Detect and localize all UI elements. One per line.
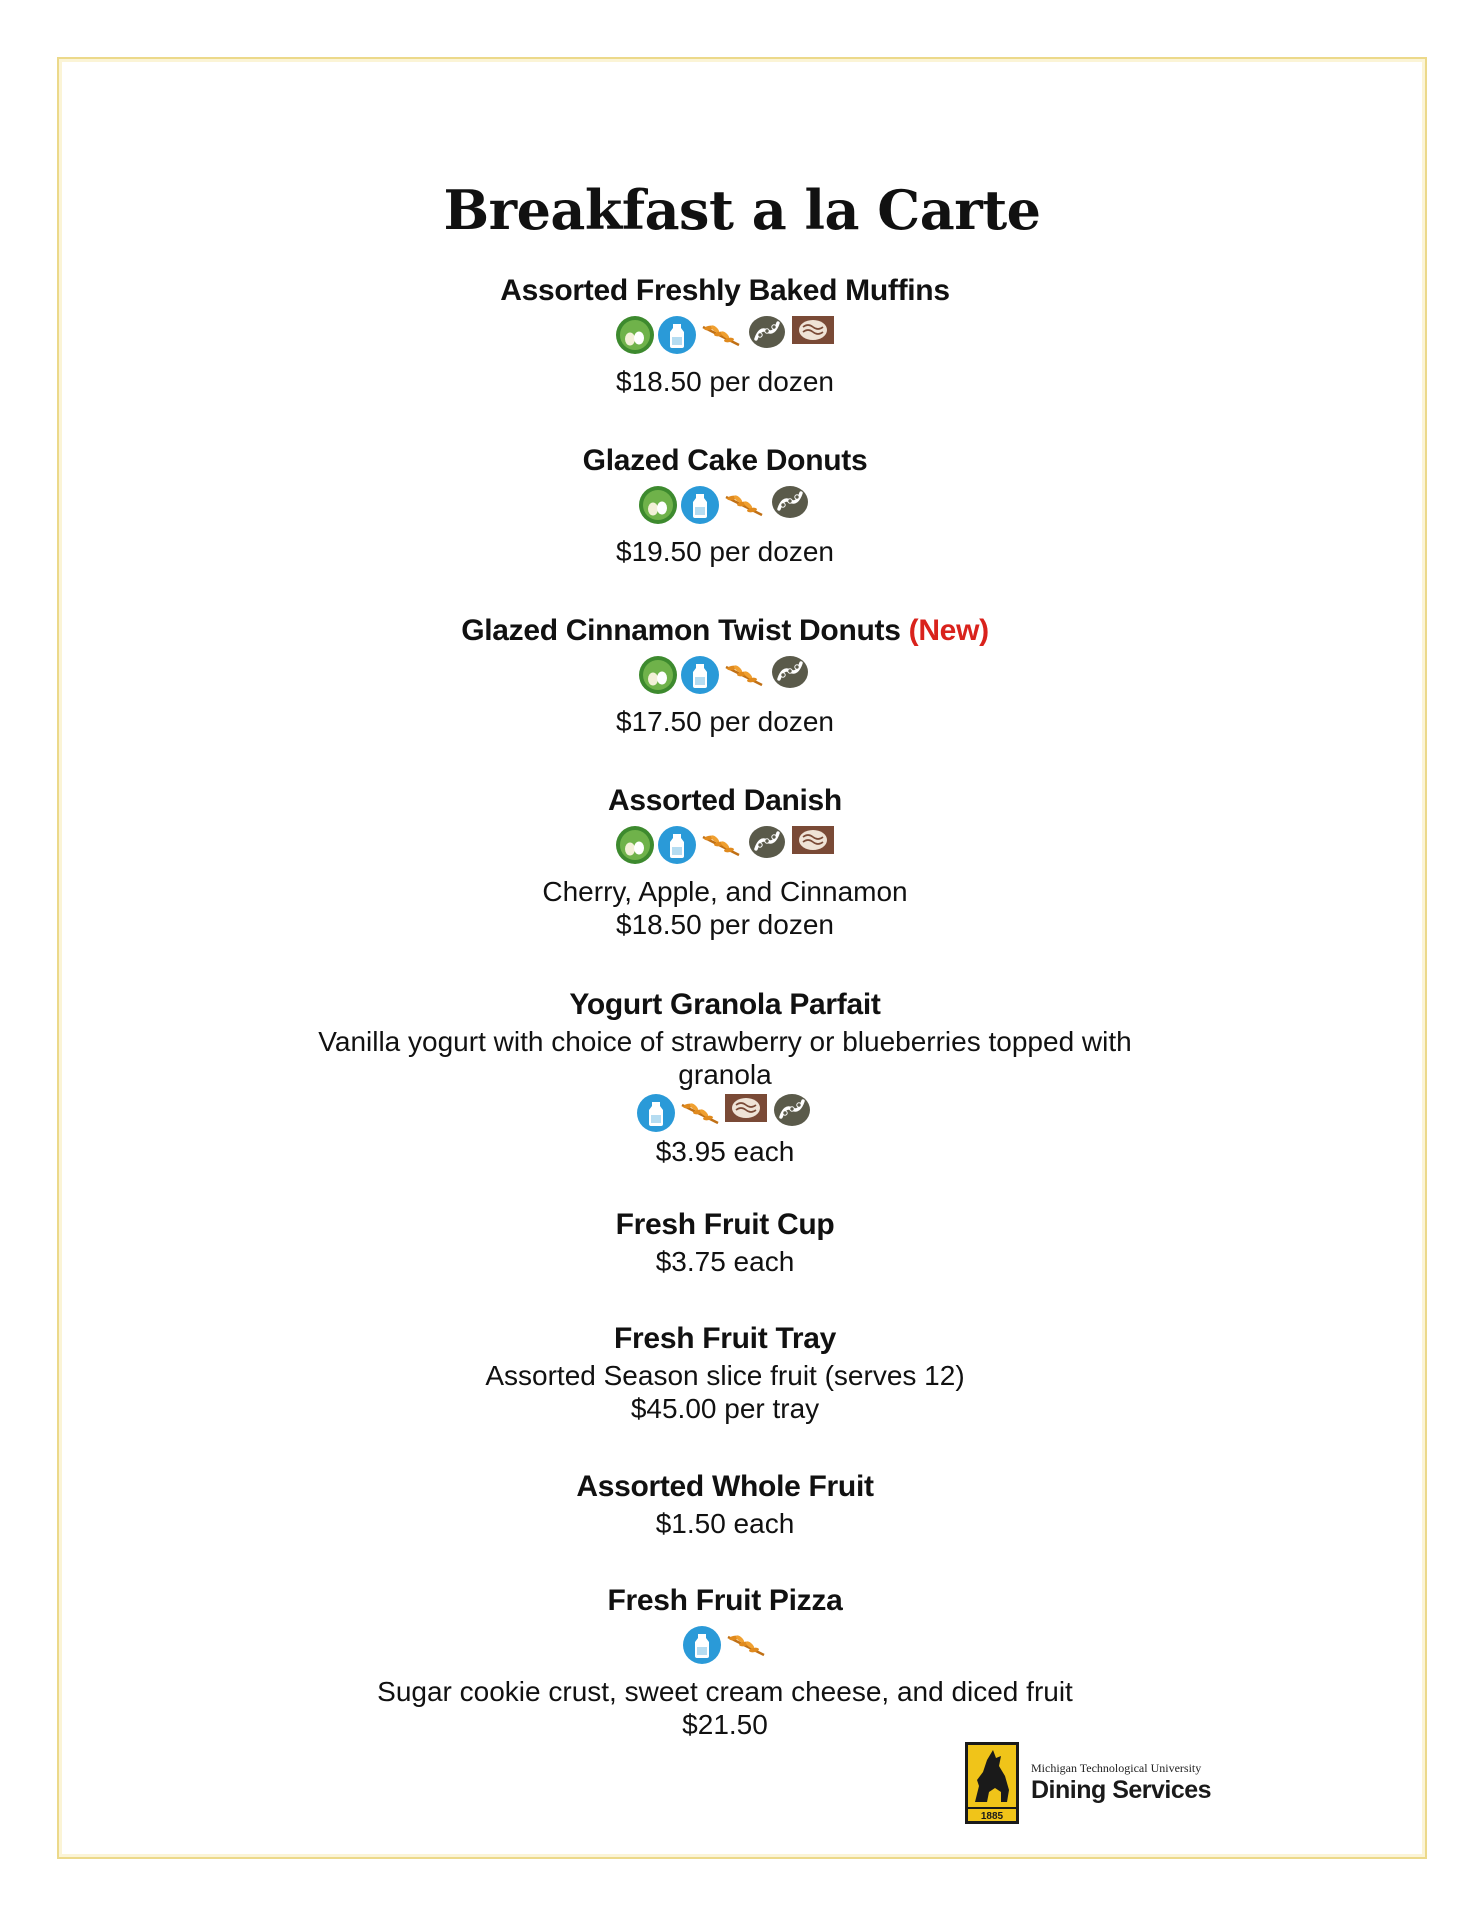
item-price: $19.50 per dozen	[616, 536, 834, 567]
egg-icon	[638, 655, 678, 695]
egg-icon	[615, 315, 655, 355]
wheat-icon	[722, 655, 766, 695]
item-name: Assorted Freshly Baked Muffins	[500, 274, 950, 307]
wheat-icon	[699, 825, 743, 865]
menu-item-cinnamon-twist-donuts	[0, 611, 1450, 738]
milk-icon	[680, 485, 720, 525]
item-price: $18.50 per dozen	[616, 366, 834, 397]
wheat-icon	[678, 1093, 722, 1133]
item-name: Fresh Fruit Pizza	[607, 1584, 843, 1617]
soy-icon	[768, 485, 812, 525]
item-price: $45.00 per tray	[630, 1393, 820, 1424]
item-description: Assorted Season slice fruit (serves 12)	[485, 1360, 965, 1391]
husky-badge-icon	[965, 1742, 1019, 1824]
menu-item-glazed-cake-donuts	[0, 441, 1450, 568]
tree-nuts-icon	[791, 825, 835, 865]
tree-nuts-icon	[791, 315, 835, 355]
milk-icon	[657, 315, 697, 355]
dining-services-logo	[965, 1738, 1221, 1828]
menu-item-whole-fruit	[0, 1467, 1450, 1540]
item-description: Cherry, Apple, and Cinnamon	[542, 876, 908, 907]
menu-item-fruit-tray	[0, 1319, 1450, 1425]
page-title: Breakfast a la Carte	[443, 178, 1041, 242]
allergen-icons	[0, 1623, 1450, 1667]
item-name: Assorted Whole Fruit	[576, 1470, 874, 1503]
allergen-icons	[0, 653, 1450, 697]
allergen-icons	[0, 313, 1450, 357]
milk-icon	[657, 825, 697, 865]
menu-item-muffins	[0, 271, 1450, 398]
soy-icon	[770, 1093, 814, 1133]
item-name-text: Glazed Cinnamon Twist Donuts	[461, 614, 901, 647]
egg-icon	[615, 825, 655, 865]
item-price: $18.50 per dozen	[616, 909, 834, 940]
menu-item-fruit-pizza	[0, 1581, 1450, 1741]
allergen-icons	[0, 1091, 1450, 1135]
new-badge: (New)	[908, 614, 989, 647]
wheat-icon	[699, 315, 743, 355]
milk-icon	[682, 1625, 722, 1665]
soy-icon	[745, 315, 789, 355]
menu-item-fruit-cup	[0, 1205, 1450, 1278]
item-price: $17.50 per dozen	[616, 706, 834, 737]
allergen-icons	[0, 823, 1450, 867]
item-price: $21.50	[682, 1709, 768, 1740]
item-name: Fresh Fruit Cup	[615, 1208, 835, 1241]
item-name: Fresh Fruit Tray	[614, 1322, 836, 1355]
item-description: Sugar cookie crust, sweet cream cheese, and diced fruit	[377, 1676, 1073, 1707]
egg-icon	[638, 485, 678, 525]
milk-icon	[636, 1093, 676, 1133]
logo-university: Michigan Technological University	[1031, 1761, 1202, 1775]
item-description: Vanilla yogurt with choice of strawberry or blueberries topped with	[318, 1026, 1132, 1057]
item-description: granola	[678, 1059, 772, 1090]
soy-icon	[745, 825, 789, 865]
item-price: $1.50 each	[655, 1508, 795, 1539]
item-price: $3.75 each	[655, 1246, 795, 1277]
item-name: Glazed Cake Donuts	[582, 444, 868, 477]
item-price: $3.95 each	[655, 1136, 795, 1167]
menu-item-parfait	[0, 985, 1450, 1168]
logo-name: Dining Services	[1031, 1776, 1212, 1804]
wheat-icon	[722, 485, 766, 525]
logo-year: 1885	[980, 1811, 1004, 1822]
milk-icon	[680, 655, 720, 695]
item-name: Assorted Danish	[608, 784, 842, 817]
wheat-icon	[724, 1625, 768, 1665]
allergen-icons	[0, 483, 1450, 527]
item-name: Yogurt Granola Parfait	[569, 988, 881, 1021]
item-name	[0, 611, 1450, 651]
menu-item-danish	[0, 781, 1450, 941]
tree-nuts-icon	[724, 1093, 768, 1133]
logo-text	[1031, 1761, 1211, 1805]
soy-icon	[768, 655, 812, 695]
